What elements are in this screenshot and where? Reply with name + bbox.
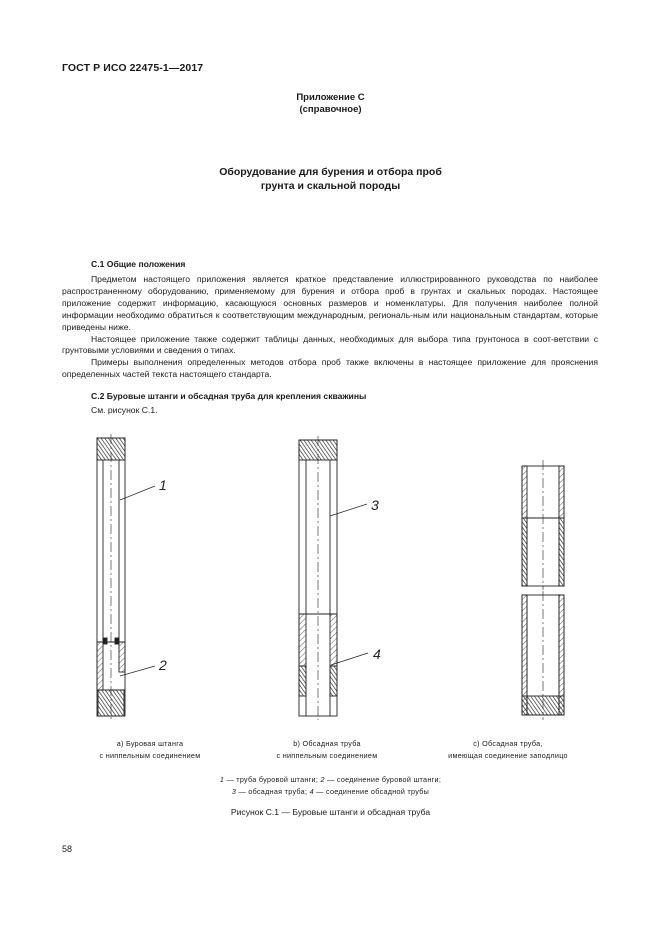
callout-2: 2 bbox=[159, 657, 167, 673]
casing-flush-drawing bbox=[522, 460, 564, 720]
caption-c-line2: имеющая соединение заподлицо bbox=[448, 751, 568, 760]
section-heading-c2: С.2 Буровые штанги и обсадная труба для крепления скважины bbox=[91, 391, 367, 401]
legend-num-1: 1 bbox=[219, 775, 225, 784]
caption-a-line2: с ниппельным соединением bbox=[99, 751, 201, 760]
section-c1-body bbox=[62, 274, 598, 381]
figure-reference bbox=[62, 405, 598, 417]
callout-1: 1 bbox=[159, 477, 167, 493]
legend-text-2: — соединение буровой штанги; bbox=[324, 775, 442, 784]
legend-line-2 bbox=[0, 786, 661, 798]
legend-text-3: — обсадная труба; bbox=[236, 787, 310, 796]
appendix-heading-line2: грунта и скальной породы bbox=[260, 180, 401, 192]
legend-num-4: 4 bbox=[309, 787, 314, 796]
paragraph: Примеры выполнения определенных методов отбора проб также включены в настоящее приложение для прояснения определенных частей текста настоящего стандарта. bbox=[62, 357, 598, 380]
caption-b-line1: b) Обсадная труба bbox=[293, 739, 361, 748]
drill-rod-drawing bbox=[97, 434, 155, 720]
appendix-heading-line1: Оборудование для бурения и отбора проб bbox=[219, 166, 442, 178]
caption-b bbox=[257, 738, 397, 762]
legend-line-1 bbox=[0, 774, 661, 786]
section-heading-c1: С.1 Общие положения bbox=[91, 259, 186, 269]
caption-c-line1: c) Обсадная труба, bbox=[473, 739, 543, 748]
legend-num-3: 3 bbox=[231, 787, 237, 796]
legend-text-4: — соединение обсадной трубы bbox=[313, 787, 430, 796]
casing-nipple-drawing bbox=[299, 436, 368, 720]
caption-a bbox=[80, 738, 220, 762]
paragraph: Предметом настоящего приложения является краткое представление иллюстрированного руководства по наиболее распространенному оборудованию, применяемому для бурения и отбора проб в грунтах и скальных породах. Настоящее приложение содержит информацию, касающуюся основных размеров и номенклатуры. Для получения наиболее полной информации необходимо обратиться к соответствующим международным, региональ-ным или национальным стандартам, которые приведены ниже. bbox=[62, 274, 598, 332]
callout-3: 3 bbox=[371, 497, 379, 513]
figure-drawing bbox=[0, 420, 661, 730]
figure-ref-text: См. рисунок С.1. bbox=[91, 405, 158, 415]
caption-a-line1: a) Буровая штанга bbox=[116, 739, 184, 748]
callout-4: 4 bbox=[373, 646, 381, 662]
caption-c bbox=[428, 738, 588, 762]
figure-legend bbox=[0, 774, 661, 798]
document-header: ГОСТ Р ИСО 22475-1—2017 bbox=[62, 62, 204, 74]
legend-num-2: 2 bbox=[320, 775, 325, 784]
legend-text-1: — труба буровой штанги; bbox=[224, 775, 321, 784]
appendix-title: Приложение С bbox=[296, 92, 365, 103]
page-number: 58 bbox=[62, 844, 73, 854]
figure-title: Рисунок С.1 — Буровые штанги и обсадная труба bbox=[230, 807, 431, 817]
appendix-note: (справочное) bbox=[299, 104, 362, 115]
paragraph: Настоящее приложение также содержит таблицы данных, необходимых для выбора типа грунтоноса в соот-ветствии с грунтовыми условиями и сведения о типах. bbox=[62, 333, 598, 356]
caption-b-line2: с ниппельным соединением bbox=[276, 751, 378, 760]
